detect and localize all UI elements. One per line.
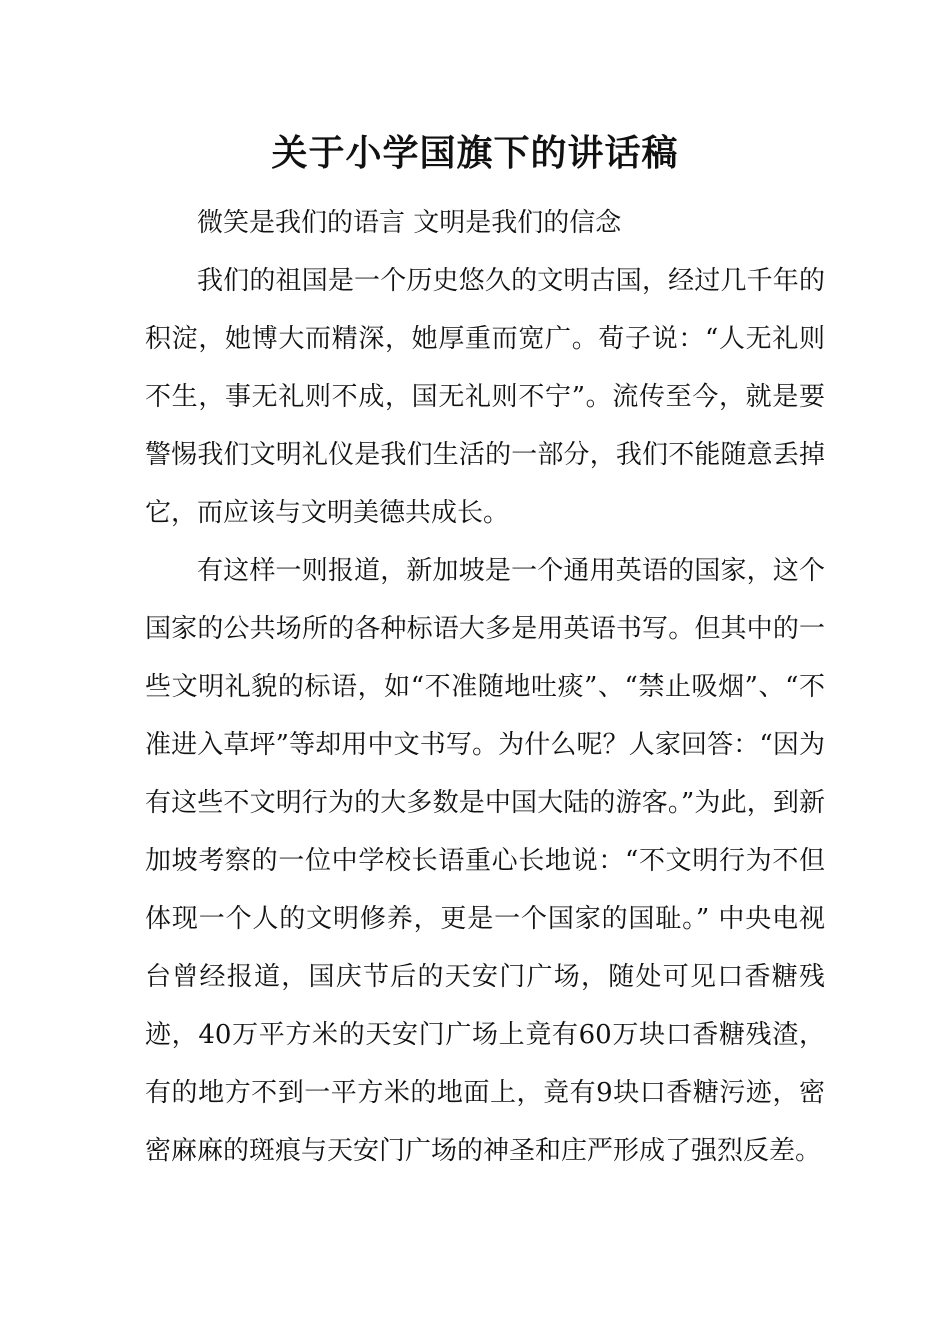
paragraph-2: 有这样一则报道，新加坡是一个通用英语的国家，这个国家的公共场所的各种标语大多是用英语书写。但其中的一些文明礼貌的标语，如“不准随地吐痰”、“禁止吸烟”、“不准进入草坪”等却用中文书写。为什么呢？人家回答：“因为有这些不文明行为的大多数是中国大陆的游客。”为此，到新加坡考察的一位中学校长语重心长地说：“不文明行为不但体现一个人的文明修养，更是一个国家的国耻。” 中央电视台曾经报道，国庆节后的天安门广场，随处可见口香糖残迹，40万平方米的天安门广场上竟有60万块口香糖残渣，有的地方不到一平方米的地面上，竟有9块口香糖污迹，密密麻麻的斑痕与天安门广场的神圣和庄严形成了强烈反差。 (145, 556, 825, 1166)
document-body (145, 194, 825, 1180)
document-title: 关于小学国旗下的讲话稿 (271, 132, 679, 174)
paragraph-1: 我们的祖国是一个历史悠久的文明古国，经过几千年的积淀，她博大而精深，她厚重而宽广。荀子说：“人无礼则不生，事无礼则不成，国无礼则不宁”。流传至今，就是要警惕我们文明礼仪是我们生活的一部分，我们不能随意丢掉它，而应该与文明美德共成长。 (145, 266, 825, 528)
paragraph-subtitle: 微笑是我们的语言 文明是我们的信念 (197, 208, 622, 238)
